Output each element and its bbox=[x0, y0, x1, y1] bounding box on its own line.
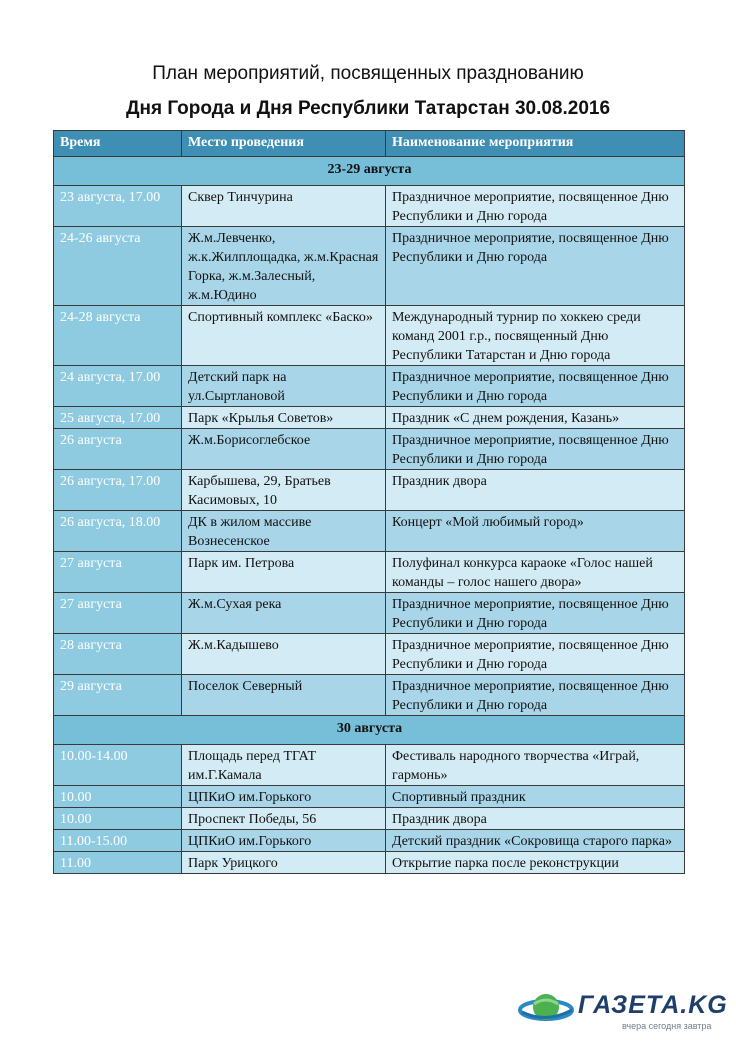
table-row bbox=[54, 407, 685, 429]
event-place-cell: Ж.м.Левченко, ж.к.Жилплощадка, ж.м.Красная Горка, ж.м.Залесный, ж.м.Юдино bbox=[182, 227, 386, 306]
event-time-cell: 11.00 bbox=[54, 852, 182, 874]
event-time-cell: 28 августа bbox=[54, 634, 182, 675]
table-row bbox=[54, 511, 685, 552]
newspaper-watermark bbox=[518, 988, 732, 1034]
event-time-cell: 26 августа, 18.00 bbox=[54, 511, 182, 552]
table-row bbox=[54, 745, 685, 786]
table-row bbox=[54, 593, 685, 634]
table-row bbox=[54, 634, 685, 675]
event-place-cell: Парк Урицкого bbox=[182, 852, 386, 874]
event-name-cell: Праздник двора bbox=[386, 470, 685, 511]
event-place-cell: ЦПКиО им.Горького bbox=[182, 786, 386, 808]
events-table bbox=[53, 130, 685, 874]
event-name-cell: Открытие парка после реконструкции bbox=[386, 852, 685, 874]
globe-logo-icon bbox=[518, 990, 578, 1028]
table-row bbox=[54, 852, 685, 874]
event-place-cell: ДК в жилом массиве Вознесенское bbox=[182, 511, 386, 552]
event-place-cell: Ж.м.Борисоглебское bbox=[182, 429, 386, 470]
event-name-cell: Праздничное мероприятие, посвященное Дню Республики и Дню города bbox=[386, 227, 685, 306]
event-name-cell: Праздничное мероприятие, посвященное Дню Республики и Дню города bbox=[386, 675, 685, 716]
watermark-logo-text: ГАЗЕТА.KG bbox=[578, 991, 728, 1019]
table-header-row bbox=[54, 131, 685, 157]
event-name-cell: Полуфинал конкурса караоке «Голос нашей команды – голос нашего двора» bbox=[386, 552, 685, 593]
event-place-cell: Карбышева, 29, Братьев Касимовых, 10 bbox=[182, 470, 386, 511]
watermark-tagline: вчера сегодня завтра bbox=[622, 1021, 712, 1031]
event-time-cell: 26 августа, 17.00 bbox=[54, 470, 182, 511]
table-row bbox=[54, 366, 685, 407]
event-time-cell: 29 августа bbox=[54, 675, 182, 716]
event-name-cell: Праздничное мероприятие, посвященное Дню Республики и Дню города bbox=[386, 186, 685, 227]
event-name-cell: Концерт «Мой любимый город» bbox=[386, 511, 685, 552]
event-time-cell: 25 августа, 17.00 bbox=[54, 407, 182, 429]
event-name-cell: Праздничное мероприятие, посвященное Дню Республики и Дню города bbox=[386, 593, 685, 634]
section-row bbox=[54, 157, 685, 186]
event-place-cell: Проспект Победы, 56 bbox=[182, 808, 386, 830]
event-place-cell: ЦПКиО им.Горького bbox=[182, 830, 386, 852]
event-time-cell: 10.00 bbox=[54, 786, 182, 808]
event-time-cell: 24 августа, 17.00 bbox=[54, 366, 182, 407]
section-label: 30 августа bbox=[54, 716, 685, 745]
table-row bbox=[54, 227, 685, 306]
event-place-cell: Парк «Крылья Советов» bbox=[182, 407, 386, 429]
document-title-line-2: Дня Города и Дня Республики Татарстан 30.08.2016 bbox=[125, 98, 611, 119]
table-row bbox=[54, 786, 685, 808]
event-place-cell: Поселок Северный bbox=[182, 675, 386, 716]
event-place-cell: Ж.м.Сухая река bbox=[182, 593, 386, 634]
event-name-cell: Праздник «С днем рождения, Казань» bbox=[386, 407, 685, 429]
event-time-cell: 27 августа bbox=[54, 593, 182, 634]
section-row bbox=[54, 716, 685, 745]
event-name-cell: Праздничное мероприятие, посвященное Дню Республики и Дню города bbox=[386, 366, 685, 407]
event-name-cell: Фестиваль народного творчества «Играй, гармонь» bbox=[386, 745, 685, 786]
event-time-cell: 27 августа bbox=[54, 552, 182, 593]
table-row bbox=[54, 186, 685, 227]
table-row bbox=[54, 830, 685, 852]
event-time-cell: 23 августа, 17.00 bbox=[54, 186, 182, 227]
table-row bbox=[54, 306, 685, 366]
event-time-cell: 10.00-14.00 bbox=[54, 745, 182, 786]
event-name-cell: Детский праздник «Сокровища старого парка» bbox=[386, 830, 685, 852]
event-name-cell: Праздник двора bbox=[386, 808, 685, 830]
event-place-cell: Ж.м.Кадышево bbox=[182, 634, 386, 675]
event-name-cell: Спортивный праздник bbox=[386, 786, 685, 808]
table-row bbox=[54, 429, 685, 470]
section-label: 23-29 августа bbox=[54, 157, 685, 186]
column-header-time: Время bbox=[54, 131, 182, 157]
event-time-cell: 26 августа bbox=[54, 429, 182, 470]
event-place-cell: Детский парк на ул.Сыртлановой bbox=[182, 366, 386, 407]
event-place-cell: Сквер Тинчурина bbox=[182, 186, 386, 227]
table-row bbox=[54, 470, 685, 511]
table-row bbox=[54, 675, 685, 716]
event-time-cell: 24-26 августа bbox=[54, 227, 182, 306]
table-row bbox=[54, 808, 685, 830]
event-time-cell: 10.00 bbox=[54, 808, 182, 830]
event-name-cell: Международный турнир по хоккею среди команд 2001 г.р., посвященный Дню Республики Татарстан и Дню города bbox=[386, 306, 685, 366]
event-place-cell: Спортивный комплекс «Баско» bbox=[182, 306, 386, 366]
event-name-cell: Праздничное мероприятие, посвященное Дню Республики и Дню города bbox=[386, 429, 685, 470]
column-header-place: Место проведения bbox=[182, 131, 386, 157]
event-name-cell: Праздничное мероприятие, посвященное Дню Республики и Дню города bbox=[386, 634, 685, 675]
event-place-cell: Площадь перед ТГАТ им.Г.Камала bbox=[182, 745, 386, 786]
event-time-cell: 24-28 августа bbox=[54, 306, 182, 366]
column-header-event: Наименование мероприятия bbox=[386, 131, 685, 157]
document-title-line-1: План мероприятий, посвященных празднованию bbox=[152, 63, 584, 84]
event-time-cell: 11.00-15.00 bbox=[54, 830, 182, 852]
table-row bbox=[54, 552, 685, 593]
event-place-cell: Парк им. Петрова bbox=[182, 552, 386, 593]
